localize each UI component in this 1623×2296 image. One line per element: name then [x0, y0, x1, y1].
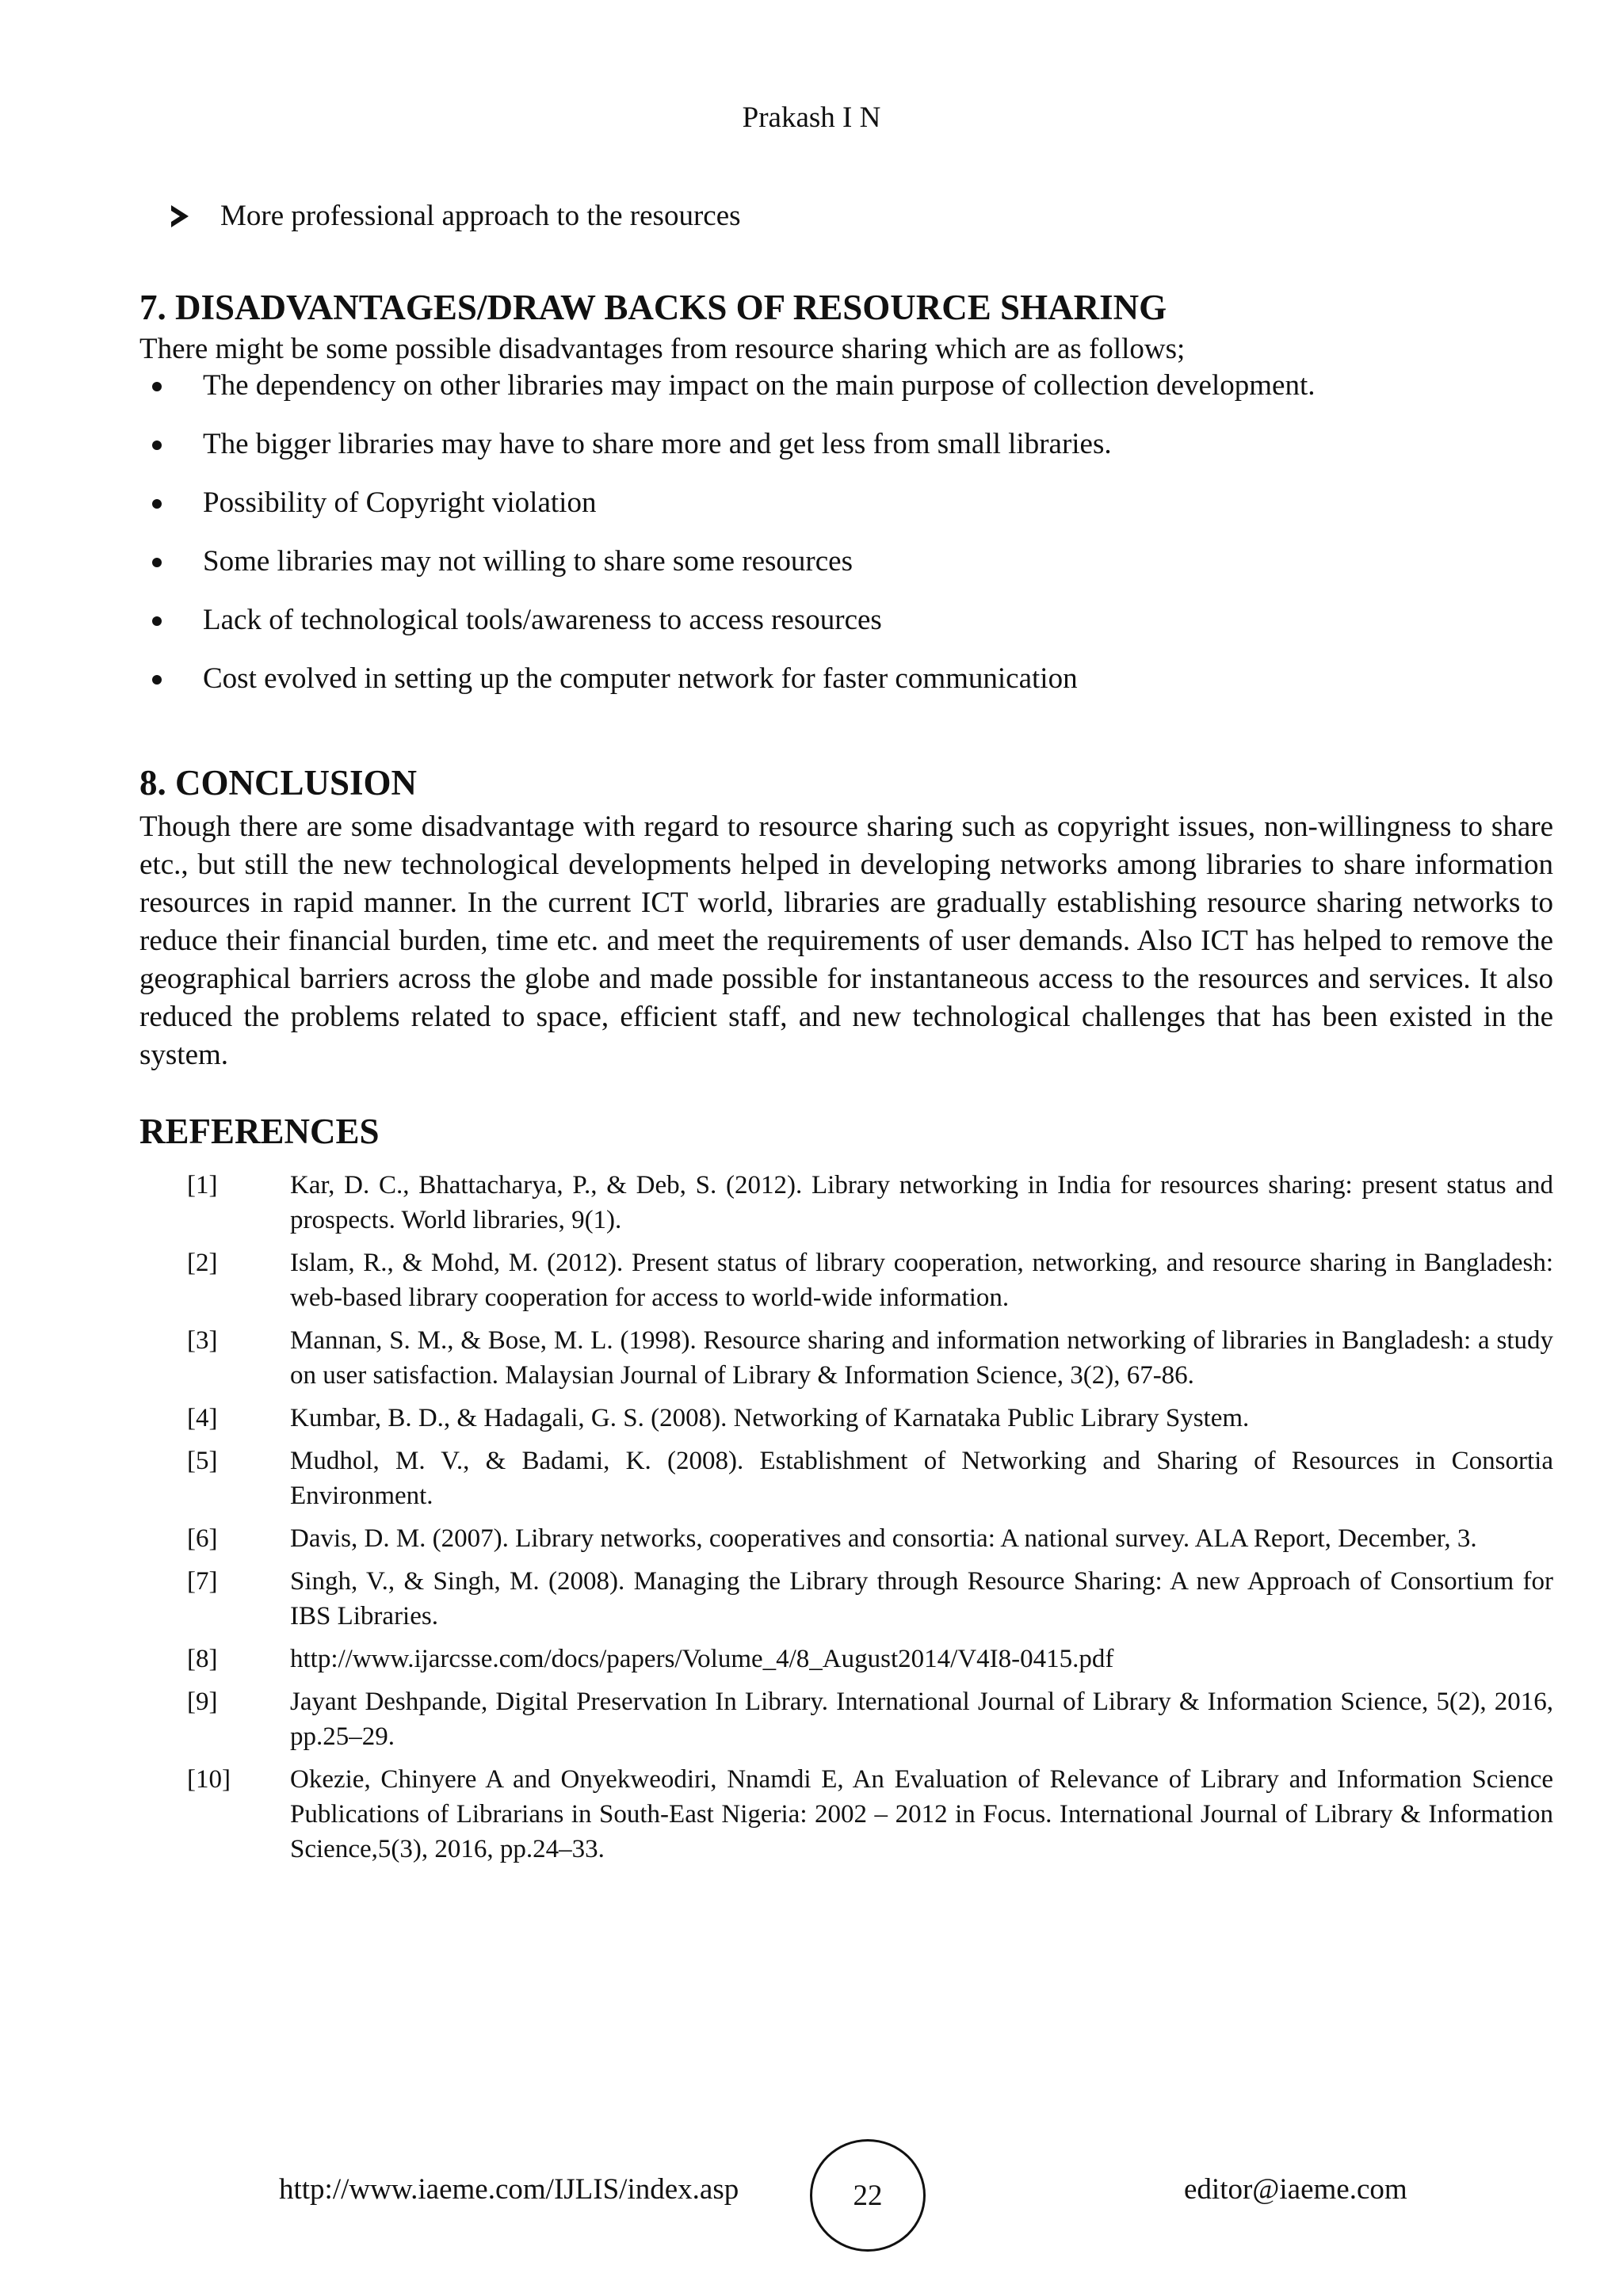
reference-number: [3] — [187, 1326, 218, 1355]
list-item — [139, 661, 1553, 719]
reference-text: Islam, R., & Mohd, M. (2012). Present status of library cooperation, networking, and resource sharing in Bangladesh: web-based library cooperation for access to world-wide information. — [290, 1249, 1553, 1312]
list-item-text: Cost evolved in setting up the computer network for faster communication — [203, 662, 1078, 695]
page-number: 22 — [810, 2139, 926, 2252]
reference-text: Kar, D. C., Bhattacharya, P., & Deb, S. (2012). Library networking in India for resources sharing: present status and prospects. World libraries, 9(1). — [290, 1171, 1553, 1234]
reference-number: [8] — [187, 1645, 218, 1673]
reference-item — [139, 1564, 1553, 1634]
reference-text: Kumbar, B. D., & Hadagali, G. S. (2008). Networking of Karnataka Public Library System. — [290, 1404, 1250, 1432]
list-item-text: The dependency on other libraries may impact on the main purpose of collection development. — [203, 369, 1316, 402]
reference-item — [139, 1323, 1553, 1393]
bullet-icon — [152, 499, 162, 509]
section-disadvantages — [139, 285, 1553, 719]
reference-item — [139, 1401, 1553, 1436]
list-item — [139, 368, 1553, 426]
reference-text: Mudhol, M. V., & Badami, K. (2008). Establishment of Networking and Sharing of Resources in Consortia Environment. — [290, 1447, 1553, 1510]
list-item-text: Possibility of Copyright violation — [203, 486, 597, 519]
reference-number: [4] — [187, 1404, 218, 1432]
reference-item — [139, 1642, 1553, 1676]
bullet-icon — [152, 382, 162, 391]
bullet-icon — [152, 616, 162, 626]
page-header-author: Prakash I N — [742, 101, 881, 134]
reference-text: Singh, V., & Singh, M. (2008). Managing the Library through Resource Sharing: A new Approach of Consortium for IBS Libraries. — [290, 1567, 1553, 1630]
list-item-text: The bigger libraries may have to share more and get less from small libraries. — [203, 428, 1112, 460]
arrow-bullet-icon — [171, 205, 189, 227]
reference-link[interactable]: http://www.ijarcsse.com/docs/papers/Volume_4/8_August2014/V4I8-0415.pdf — [290, 1645, 1114, 1673]
reference-number: [9] — [187, 1688, 218, 1716]
list-item — [139, 543, 1553, 602]
bullet-icon — [152, 558, 162, 567]
editor-email-link[interactable]: editor@iaeme.com — [1184, 2173, 1407, 2206]
section-heading: 8. CONCLUSION — [139, 763, 418, 803]
reference-item — [139, 1245, 1553, 1315]
list-item-text: Lack of technological tools/awareness to access resources — [203, 604, 882, 636]
reference-item — [139, 1521, 1553, 1556]
reference-text: Mannan, S. M., & Bose, M. L. (1998). Resource sharing and information networking of libraries in Bangladesh: a study on user satisfaction. Malaysian Journal of Library & Information Science, 3(2), 67-86. — [290, 1326, 1553, 1390]
reference-item — [139, 1168, 1553, 1238]
reference-number: [1] — [187, 1171, 218, 1199]
section-heading: REFERENCES — [139, 1112, 380, 1151]
section-heading: 7. DISADVANTAGES/DRAW BACKS OF RESOURCE SHARING — [139, 288, 1167, 327]
list-item — [139, 426, 1553, 485]
section-references — [139, 1109, 1553, 1875]
carryover-list-item — [171, 194, 741, 238]
reference-list — [139, 1168, 1553, 1867]
list-item — [139, 485, 1553, 543]
journal-url-link[interactable]: http://www.iaeme.com/IJLIS/index.asp — [279, 2173, 739, 2206]
reference-item — [139, 1762, 1553, 1867]
page-footer — [0, 2139, 1623, 2250]
reference-number: [2] — [187, 1249, 218, 1277]
reference-text: Okezie, Chinyere A and Onyekweodiri, Nnamdi E, An Evaluation of Relevance of Library and Information Science Publications of Librarians in South-East Nigeria: 2002 – 2012 in Focus. International Journal of Library & Information Science,5(3), 2016, pp.24–33. — [290, 1765, 1553, 1863]
reference-item — [139, 1444, 1553, 1513]
list-item — [139, 602, 1553, 661]
reference-text: Jayant Deshpande, Digital Preservation In Library. International Journal of Library & Information Science, 5(2), 2016, pp.25–29. — [290, 1688, 1553, 1751]
bullet-icon — [152, 441, 162, 450]
reference-number: [6] — [187, 1524, 218, 1553]
disadvantages-list — [139, 368, 1553, 719]
carryover-item-text: More professional approach to the resources — [220, 200, 741, 232]
reference-item — [139, 1684, 1553, 1754]
reference-text: Davis, D. M. (2007). Library networks, cooperatives and consortia: A national survey. ALA Report, December, 3. — [290, 1524, 1477, 1553]
section-intro: There might be some possible disadvantages from resource sharing which are as follows; — [139, 333, 1186, 365]
conclusion-paragraph: Though there are some disadvantage with regard to resource sharing such as copyright issues, non-willingness to share etc., but still the new technological developments helped in developing networks among libraries to share information resources in rapid manner. In the current ICT world, libraries are gradually establishing resource sharing networks to reduce their financial burden, time etc. and meet the requirements of user demands. Also ICT has helped to remove the geographical barriers across the globe and made possible for instantaneous access to the resources and services. It also reduced the problems related to space, efficient staff, and new technological challenges that has been existed in the system. — [139, 810, 1553, 1071]
list-item-text: Some libraries may not willing to share some resources — [203, 545, 853, 578]
reference-number: [5] — [187, 1447, 218, 1475]
bullet-icon — [152, 675, 162, 685]
reference-number: [7] — [187, 1567, 218, 1596]
section-conclusion — [139, 761, 1553, 1074]
reference-number: [10] — [187, 1765, 231, 1794]
